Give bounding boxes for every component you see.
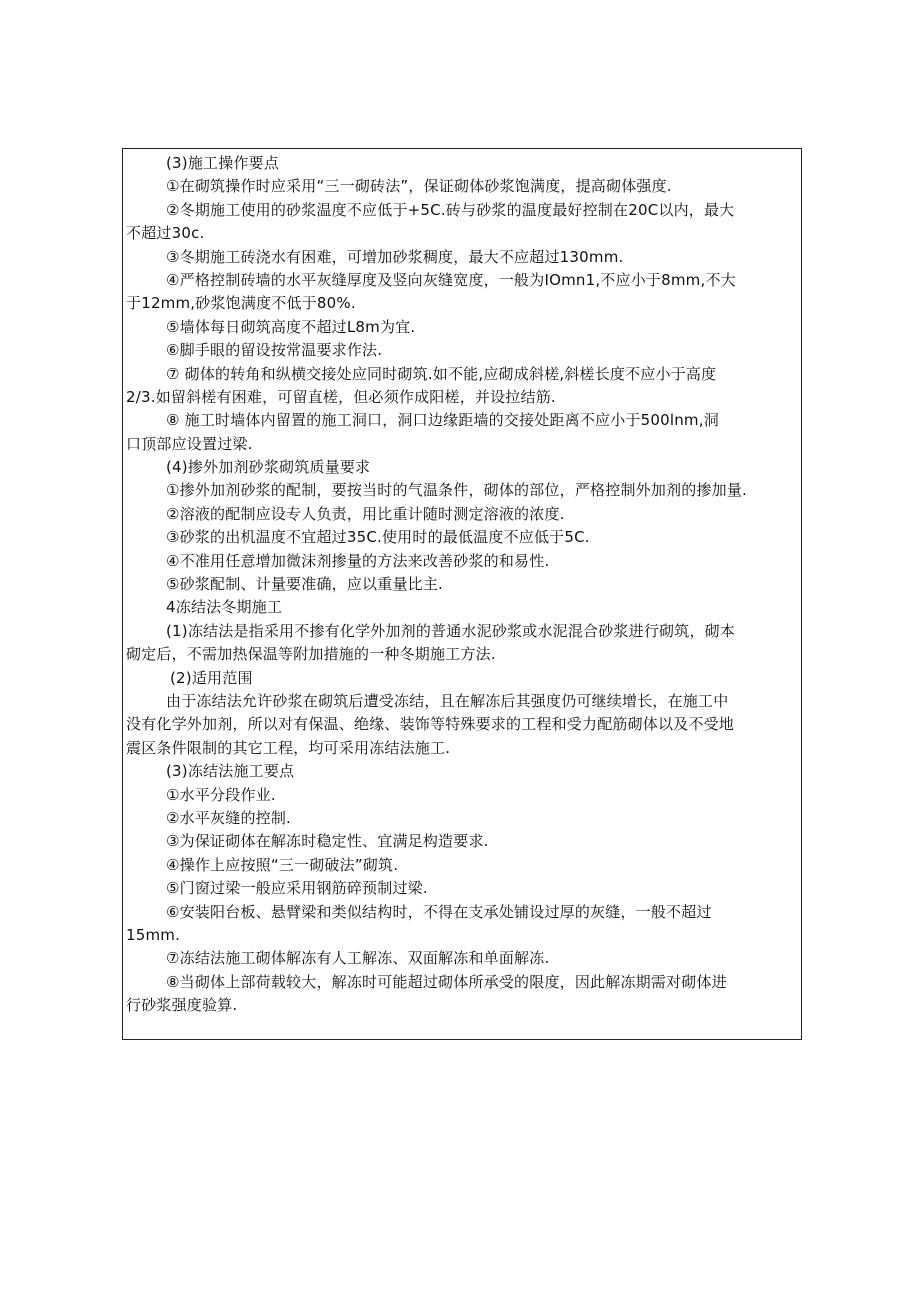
paragraph-line: ④严格控制砖墙的水平灰缝厚度及竖向灰缝宽度，一般为IOmn1,不应小于8mm,不大	[166, 270, 736, 289]
paragraph-line: ①在砌筑操作时应采用“三一砌砖法”，保证砌体砂浆饱满度，提高砌体强度.	[166, 177, 672, 196]
paragraph-line: 由于冻结法允许砂浆在砌筑后遭受冻结，且在解冻后其强度仍可继续增长，在施工中	[166, 691, 729, 710]
paragraph-line: ②水平灰缝的控制.	[166, 808, 292, 827]
paragraph-line: ②冬期施工使用的砂浆温度不应低于+5C.砖与砂浆的温度最好控制在20C以内，最大	[166, 200, 735, 219]
section-heading: (3)施工操作要点	[166, 154, 280, 172]
paragraph-line: ①掺外加剂砂浆的配制，要按当时的气温条件，砌体的部位，严格控制外加剂的掺加量.	[166, 481, 748, 500]
paragraph-line: ⑦ 砌体的转角和纵横交接处应同时砌筑.如不能,应砌成斜槎,斜槎长度不应小于高度	[166, 364, 717, 383]
paragraph-line: (1)冻结法是指采用不掺有化学外加剂的普通水泥砂浆或水泥混合砂浆进行砌筑，砌本	[166, 621, 736, 640]
paragraph-line: ④操作上应按照“三一砌破法”砌筑.	[166, 855, 399, 874]
paragraph-line: 于12mm,砂浆饱满度不低于80%.	[126, 294, 356, 313]
paragraph-line: ②溶液的配制应设专人负责，用比重计随时测定溶液的浓度.	[166, 504, 565, 523]
section-heading: (3)冻结法施工要点	[166, 762, 295, 781]
section-heading: 4冻结法冬期施工	[166, 598, 283, 617]
paragraph-line: 行砂浆强度验算.	[126, 996, 238, 1015]
paragraph-line: ⑥安装阳台板、悬臂梁和类似结构时，不得在支承处铺设过厚的灰缝，一般不超过	[166, 902, 712, 921]
section-heading: (2)适用范围	[170, 668, 253, 687]
paragraph-line: 15mm.	[126, 925, 181, 944]
paragraph-line: 砌定后，不需加热保温等附加措施的一种冬期施工方法.	[126, 645, 496, 664]
paragraph-line: 口顶部应设置过梁.	[126, 434, 253, 453]
paragraph-line: ⑤门窗过梁一般应采用钢筋碎预制过梁.	[166, 879, 428, 898]
paragraph-line: 不超过30c.	[126, 224, 205, 243]
paragraph-line: 没有化学外加剂，所以对有保温、绝缘、装饰等特殊要求的工程和受力配筋砌体以及不受地	[126, 715, 735, 734]
paragraph-line: ⑦冻结法施工砌体解冻有人工解冻、双面解冻和单面解冻.	[166, 949, 550, 968]
paragraph-line: ⑤砂浆配制、计量要准确，应以重量比主.	[166, 575, 444, 594]
paragraph-line: ⑧ 施工时墙体内留置的施工洞口，洞口边缘距墙的交接处距离不应小于500lnm,洞	[166, 411, 719, 430]
paragraph-line: 2/3.如留斜槎有困难，可留直槎，但必须作成阳槎，并设拉结筋.	[126, 387, 556, 406]
document-body	[126, 152, 796, 1017]
paragraph-line: ③为保证砌体在解冻时稳定性、宜满足构造要求.	[166, 832, 489, 851]
paragraph-line: ④不准用任意增加微沫剂掺量的方法来改善砂浆的和易性.	[166, 551, 550, 570]
paragraph-line: ①水平分段作业.	[166, 785, 276, 804]
paragraph-line: 震区条件限制的其它工程，均可采用冻结法施工.	[126, 738, 451, 757]
section-heading: (4)掺外加剂砂浆砌筑质量要求	[166, 458, 371, 477]
paragraph-line: ③冬期施工砖浇水有困难，可增加砂浆稠度，最大不应超过130mm.	[166, 247, 624, 266]
paragraph-line: ⑧当砌体上部荷载较大，解冻时可能超过砌体所承受的限度，因此解冻期需对砌体进	[166, 972, 727, 991]
paragraph-line: ③砂浆的出机温度不宜超过35C.使用时的最低温度不应低于5C.	[166, 528, 590, 547]
paragraph-line: ⑤墙体每日砌筑高度不超过L8m为宜.	[166, 317, 416, 336]
paragraph-line: ⑥脚手眼的留设按常温要求作法.	[166, 341, 383, 360]
